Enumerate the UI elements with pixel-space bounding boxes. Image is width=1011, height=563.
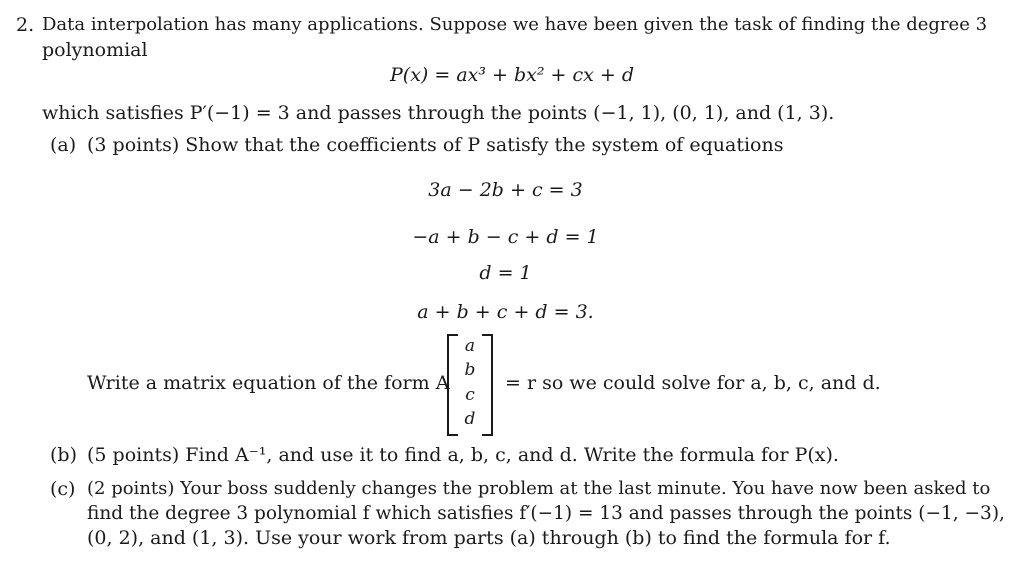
part-a-text: (3 points) Show that the coefficients of P satisfy the system of equations: [87, 134, 784, 156]
part-b-label: (b): [50, 444, 77, 466]
equation-2: −a + b − c + d = 1: [412, 226, 599, 248]
problem-number: 2.: [16, 14, 35, 36]
vector-entry-a: a: [464, 336, 476, 356]
part-c-line-2: find the degree 3 polynomial f which satisfies f′(−1) = 13 and passes through the points (−1, −3),: [87, 503, 1005, 524]
part-b-text: (5 points) Find A⁻¹, and use it to find a, b, c, and d. Write the formula for P(x).: [87, 444, 839, 466]
equation-3: d = 1: [479, 262, 532, 284]
intro-line-2: polynomial: [42, 39, 148, 61]
polynomial-equation: P(x) = ax³ + bx² + cx + d: [390, 64, 634, 86]
matrix-prefix: Write a matrix equation of the form A: [87, 372, 450, 394]
intro-line-1: Data interpolation has many applications. Suppose we have been given the task of finding the degree 3: [42, 14, 988, 35]
vector-right-bracket: [482, 334, 493, 436]
part-c-label: (c): [50, 478, 76, 500]
conditions-text: which satisfies P′(−1) = 3 and passes through the points (−1, 1), (0, 1), and (1, 3).: [42, 102, 835, 124]
part-c-line-1: (2 points) Your boss suddenly changes the problem at the last minute. You have now been asked to: [87, 478, 991, 499]
vector-entry-d: d: [464, 409, 476, 429]
vector-entry-c: c: [465, 385, 475, 405]
vector-left-bracket: [447, 334, 458, 436]
equation-4: a + b + c + d = 3.: [417, 301, 594, 323]
part-c-line-3: (0, 2), and (1, 3). Use your work from parts (a) through (b) to find the formula for f.: [87, 527, 891, 549]
vector-entry-b: b: [464, 360, 476, 380]
equation-1: 3a − 2b + c = 3: [428, 179, 583, 201]
part-a-label: (a): [50, 134, 77, 156]
matrix-suffix: = r so we could solve for a, b, c, and d.: [505, 372, 881, 394]
